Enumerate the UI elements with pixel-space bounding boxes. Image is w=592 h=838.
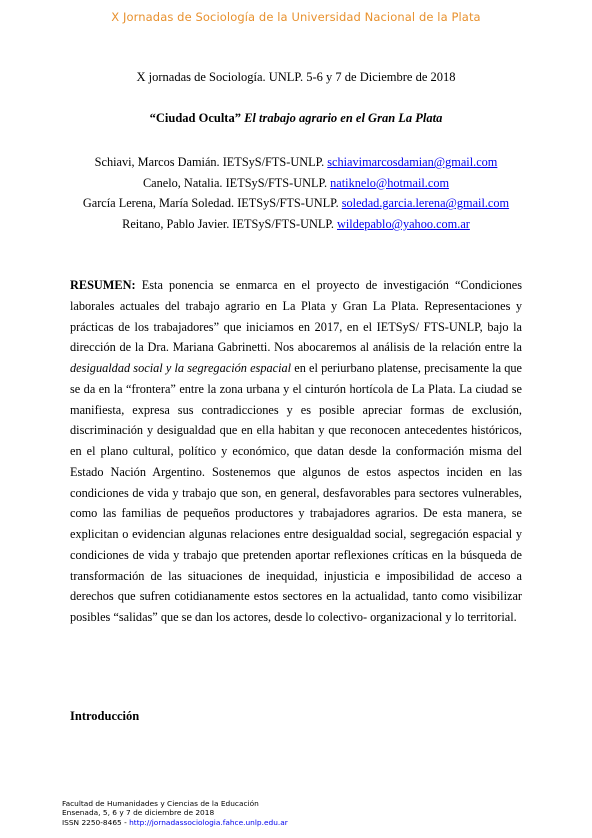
- running-header: X Jornadas de Sociología de la Universidad Nacional de la Plata: [111, 10, 481, 24]
- abstract-italic-phrase: desigualdad social y la segregación espacial: [70, 361, 292, 375]
- author-affiliation: Schiavi, Marcos Damián. IETSyS/FTS-UNLP.: [94, 155, 325, 169]
- section-heading-introduccion: Introducción: [70, 709, 140, 723]
- footer-faculty: Facultad de Humanidades y Ciencias de la Educación: [62, 799, 259, 808]
- author-list: [0, 152, 592, 235]
- author-affiliation: Reitano, Pablo Javier. IETSyS/FTS-UNLP.: [122, 217, 334, 232]
- author-line: [0, 193, 592, 214]
- abstract-text-part1: Esta ponencia se enmarca en el proyecto de investigación “Condiciones laborales actuales del trabajo agrario en La Plata y Gran La Plata. Representaciones y prácticas de los trabajadores” que iniciamos en 2017, en el IETSyS/ FTS-UNLP, bajo la dirección de la Dra. Mariana Gabrinetti. Nos abocaremos al análisis de la relación entre la: [70, 278, 522, 355]
- footer-url-link[interactable]: http://jornadassociologia.fahce.unlp.edu.ar: [129, 817, 288, 827]
- author-email-link[interactable]: natiknelo@hotmail.com: [330, 175, 450, 190]
- event-line: X jornadas de Sociología. UNLP. 5-6 y 7 de Diciembre de 2018: [136, 70, 456, 84]
- author-affiliation: García Lerena, María Soledad. IETSyS/FTS-UNLP.: [82, 196, 339, 211]
- author-line: [0, 214, 592, 235]
- author-line: [0, 152, 592, 173]
- author-email-link[interactable]: wildepablo@yahoo.com.ar: [336, 217, 470, 232]
- title-italic-part: El trabajo agrario en el Gran La Plata: [244, 111, 443, 125]
- abstract-paragraph: [70, 275, 522, 628]
- abstract-text-part2: en el periurbano platense, precisamente la que se da en la “frontera” entre la zona urbana y el cinturón hortícola de La Plata. La ciudad se manifiesta, expresa sus contradicciones y es posible apreciar formas de exclusión, discriminación y desigualdad que en ella habitan y que reconocen antecedentes históricos, en el plano cultural, político y económico, que datan desde la conformación misma del Estado Nación Argentino. Sostenemos que algunos de estos aspectos inciden en las condiciones de vida y trabajo que son, en general, desfavorables para sectores vulnerables, como las familias de pequeños productores y trabajadores agrarios. De esta manera, se explicitan o evidencian algunas relaciones entre desigualdad social, segregación espacial y condiciones de vida y trabajo que pretenden aportar reflexiones críticas en la búsqueda de transformación de las situaciones de inequidad, injusticia e imposibilidad de acceso a derechos que sufren cotidianamente estos sectores en la actualidad, tanto como visibilizar posibles “salidas” que se dan los actores, desde lo colectivo- organizacional y lo territorial.: [70, 361, 522, 624]
- author-line: [0, 173, 592, 194]
- author-email-link[interactable]: soledad.garcia.lerena@gmail.com: [341, 196, 510, 211]
- footer-issn: ISSN 2250-8465 -: [62, 817, 127, 827]
- title-quoted-part: “Ciudad Oculta”: [149, 111, 241, 125]
- abstract-label: RESUMEN:: [70, 278, 136, 292]
- page-footer: [62, 799, 288, 827]
- footer-issn-line: [62, 818, 288, 827]
- paper-title: [0, 111, 592, 126]
- author-affiliation: Canelo, Natalia. IETSyS/FTS-UNLP.: [142, 175, 328, 190]
- footer-location-date: Ensenada, 5, 6 y 7 de diciembre de 2018: [62, 808, 215, 818]
- author-email-link[interactable]: schiavimarcosdamian@gmail.com: [327, 155, 498, 169]
